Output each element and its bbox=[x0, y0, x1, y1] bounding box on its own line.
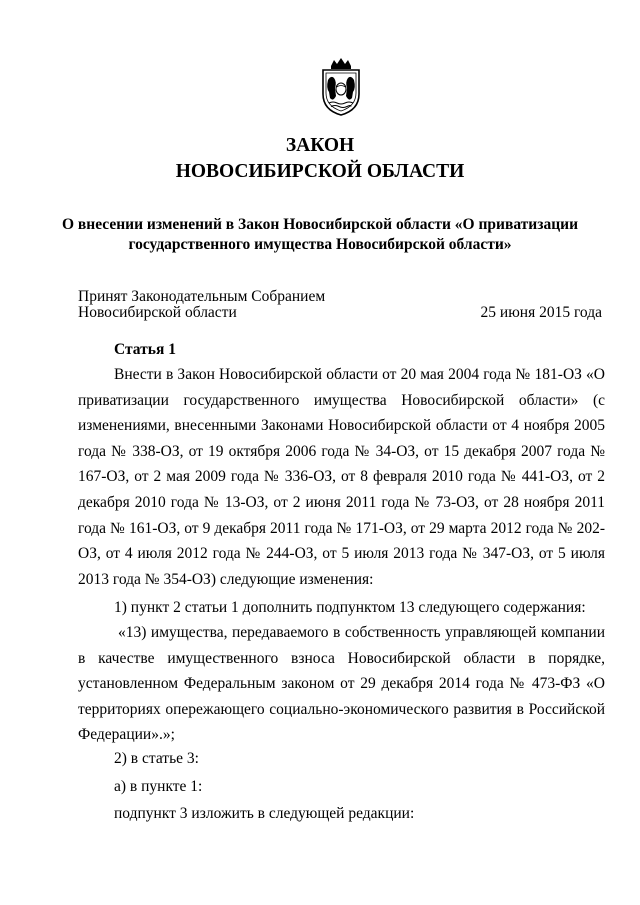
article-item-2a-text: подпункт 3 изложить в следующей редакции: bbox=[114, 805, 415, 822]
law-title-line-1: ЗАКОН bbox=[285, 135, 355, 156]
adoption-line-2: Новосибирской области bbox=[78, 304, 237, 321]
article-item-2: 2) в статье 3: bbox=[114, 750, 199, 767]
adoption-line-1: Принят Законодательным Собранием bbox=[78, 288, 326, 305]
law-title-line-2: НОВОСИБИРСКОЙ ОБЛАСТИ bbox=[175, 161, 465, 182]
article-item-2a: а) в пункте 1: bbox=[114, 778, 203, 795]
article-item-1-text: «13) имущества, передаваемого в собственность управляющей компании в качестве имущественного взноса Новосибирской области в порядке, установленном Федеральным законом от 29 декабря 2014 года № 473-ФЗ «О территориях опережающего социально-экономического развития в Российской Федерации».»; bbox=[78, 624, 605, 744]
law-subject-line-2: государственного имущества Новосибирской области» bbox=[128, 236, 512, 253]
article-heading: Статья 1 bbox=[114, 341, 176, 358]
law-subject-line-1: О внесении изменений в Закон Новосибирской области «О приватизации bbox=[62, 216, 578, 233]
adoption-date: 25 июня 2015 года bbox=[480, 304, 602, 321]
article-item-1: 1) пункт 2 статьи 1 дополнить подпунктом 13 следующего содержания: bbox=[114, 599, 586, 616]
novosibirsk-coat-of-arms-icon bbox=[317, 58, 365, 116]
article-intro-paragraph: Внести в Закон Новосибирской области от 20 мая 2004 года № 181-ОЗ «О приватизации государственного имущества Новосибирской области» (с изменениями, внесенными Законами Новосибирской области от 4 ноября 2005 года № 338-ОЗ, от 19 октября 2006 года № 34-ОЗ, от 15 декабря 2007 года № 167-ОЗ, от 2 мая 2009 года № 336-ОЗ, от 8 февраля 2010 года № 441-ОЗ, от 2 декабря 2010 года № 13-ОЗ, от 2 июня 2011 года № 73-ОЗ, от 28 ноября 2011 года № 161-ОЗ, от 9 декабря 2011 года № 171-ОЗ, от 29 марта 2012 года № 202-ОЗ, от 4 июля 2012 года № 244-ОЗ, от 5 июля 2013 года № 347-ОЗ, от 5 июля 2013 года № 354-ОЗ) следующие изменения: bbox=[78, 366, 605, 588]
